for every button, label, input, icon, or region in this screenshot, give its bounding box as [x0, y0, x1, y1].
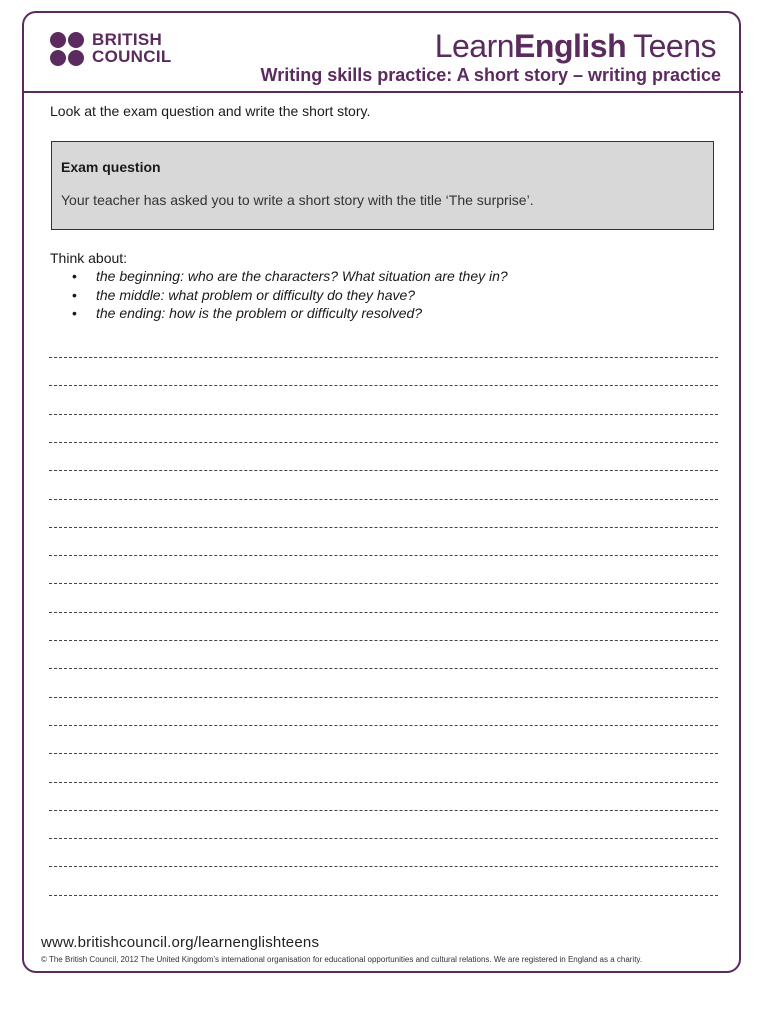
- think-about-list: [72, 267, 508, 323]
- writing-line[interactable]: [49, 612, 718, 613]
- writing-line[interactable]: [49, 640, 718, 641]
- brand-teens: Teens: [633, 28, 716, 64]
- list-item: • the middle: what problem or difficulty do they have?: [72, 286, 508, 305]
- exam-question-text: Your teacher has asked you to write a short story with the title ‘The surprise’.: [61, 192, 534, 208]
- writing-line[interactable]: [49, 697, 718, 698]
- writing-line[interactable]: [49, 753, 718, 754]
- logo-line-1: BRITISH: [92, 30, 163, 49]
- writing-line[interactable]: [49, 357, 718, 358]
- writing-line[interactable]: [49, 470, 718, 471]
- exam-question-title: Exam question: [61, 159, 161, 175]
- list-item: • the ending: how is the problem or difficulty resolved?: [72, 304, 508, 323]
- writing-line[interactable]: [49, 668, 718, 669]
- logo-dots-icon: [50, 32, 86, 68]
- logo-text: [92, 31, 172, 65]
- writing-line[interactable]: [49, 385, 718, 386]
- writing-line[interactable]: [49, 866, 718, 867]
- writing-line[interactable]: [49, 442, 718, 443]
- writing-line[interactable]: [49, 810, 718, 811]
- learnenglish-teens-brand: [435, 28, 716, 65]
- logo-line-2: COUNCIL: [92, 47, 172, 66]
- writing-line[interactable]: [49, 499, 718, 500]
- think-about-label: Think about:: [50, 250, 128, 266]
- footer-copyright: © The British Council, 2012 The United Kingdom’s international organisation for educational opportunities and cultural relations. We are registered in England as a charity.: [41, 955, 643, 964]
- writing-line[interactable]: [49, 782, 718, 783]
- writing-line[interactable]: [49, 555, 718, 556]
- brand-learn: Learn: [434, 28, 515, 64]
- instruction-text: Look at the exam question and write the short story.: [50, 103, 371, 119]
- footer-url: www.britishcouncil.org/learnenglishteens: [41, 934, 320, 951]
- page-title: Writing skills practice: A short story – writing practice: [260, 65, 721, 85]
- writing-line[interactable]: [49, 414, 718, 415]
- writing-line[interactable]: [49, 838, 718, 839]
- writing-line[interactable]: [49, 725, 718, 726]
- writing-line[interactable]: [49, 527, 718, 528]
- exam-question-box: [51, 141, 714, 230]
- list-item: • the beginning: who are the characters? What situation are they in?: [72, 267, 508, 286]
- brand-english: English: [514, 28, 627, 64]
- writing-line[interactable]: [49, 895, 718, 896]
- writing-line[interactable]: [49, 583, 718, 584]
- header-divider: [24, 91, 743, 93]
